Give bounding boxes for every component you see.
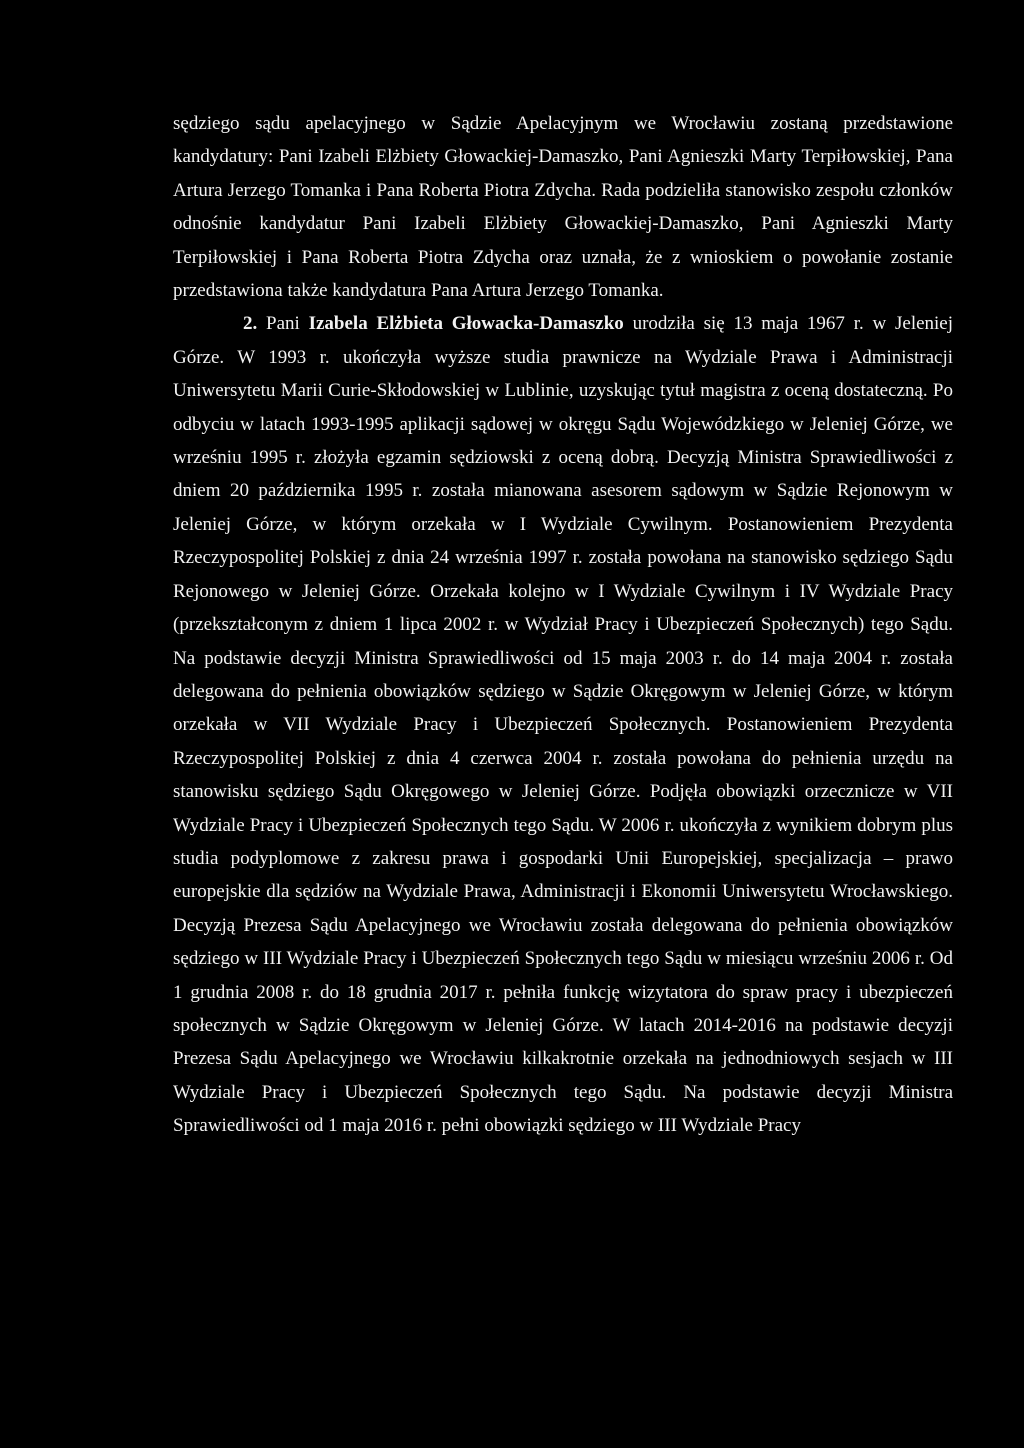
name-prefix: Pani (266, 313, 300, 335)
candidate-name: Izabela Elżbieta Głowacka-Damaszko (308, 313, 624, 335)
intro-paragraph: sędziego sądu apelacyjnego w Sądzie Apelacyjnym we Wrocławiu zostaną przedstawione kandydatury: Pani Izabeli Elżbiety Głowackiej-Damaszko, Pani Agnieszki Marty Terpiłowskiej, Pana Artura Jerzego Tomanka i Pana Roberta Piotra Zdycha. Rada podzieliła stanowisko zespołu członków odnośnie kandydatur Pani Izabeli Elżbiety Głowackiej-Damaszko, Pani Agnieszki Marty Terpiłowskiej i Pana Roberta Piotra Zdycha oraz uznała, że z wnioskiem o powołanie zostanie przedstawiona także kandydatura Pana Artura Jerzego Tomanka. (173, 113, 953, 302)
item-number: 2. (243, 313, 258, 335)
item-body: urodziła się 13 maja 1967 r. w Jeleniej Górze. W 1993 r. ukończyła wyższe studia prawnicze na Wydziale Prawa i Administracji Uniwersytetu Marii Curie-Skłodowskiej w Lublinie, uzyskując tytuł magistra z oceną dostateczną. Po odbyciu w latach 1993-1995 aplikacji sądowej w okręgu Sądu Wojewódzkiego w Jeleniej Górze, we wrześniu 1995 r. złożyła egzamin sędziowski z oceną dobrą. Decyzją Ministra Sprawiedliwości z dniem 20 października 1995 r. została mianowana asesorem sądowym w Sądzie Rejonowym w Jeleniej Górze, w którym orzekała w I Wydziale Cywilnym. Postanowieniem Prezydenta Rzeczypospolitej Polskiej z dnia 24 września 1997 r. została powołana na stanowisko sędziego Sądu Rejonowego w Jeleniej Górze. Orzekała kolejno w I Wydziale Cywilnym i IV Wydziale Pracy (przekształconym z dniem 1 lipca 2002 r. w Wydział Pracy i Ubezpieczeń Społecznych) tego Sądu. Na podstawie decyzji Ministra Sprawiedliwości od 15 maja 2003 r. do 14 maja 2004 r. została delegowana do pełnienia obowiązków sędziego w Sądzie Okręgowym w Jeleniej Górze, w którym orzekała w VII Wydziale Pracy i Ubezpieczeń Społecznych. Postanowieniem Prezydenta Rzeczypospolitej Polskiej z dnia 4 czerwca 2004 r. została powołana do pełnienia urzędu na stanowisku sędziego Sądu Okręgowego w Jeleniej Górze. Podjęła obowiązki orzecznicze w VII Wydziale Pracy i Ubezpieczeń Społecznych tego Sądu. W 2006 r. ukończyła z wynikiem dobrym plus studia podyplomowe z zakresu prawa i gospodarki Unii Europejskiej, specjalizacja – prawo europejskie dla sędziów na Wydziale Prawa, Administracji i Ekonomii Uniwersytetu Wrocławskiego. Decyzją Prezesa Sądu Apelacyjnego we Wrocławiu została delegowana do pełnienia obowiązków sędziego w III Wydziale Pracy i Ubezpieczeń Społecznych tego Sądu w miesiącu wrześniu 2006 r. Od 1 grudnia 2008 r. do 18 grudnia 2017 r. pełniła funkcję wizytatora do spraw pracy i ubezpieczeń społecznych w Sądzie Okręgowym w Jeleniej Górze. W latach 2014-2016 na podstawie decyzji Prezesa Sądu Apelacyjnego we Wrocławiu kilkakrotnie orzekała na jednodniowych sesjach w III Wydziale Pracy i Ubezpieczeń Społecznych tego Sądu. Na podstawie decyzji Ministra Sprawiedliwości od 1 maja 2016 r. pełni obowiązki sędziego w III Wydziale Pracy (173, 313, 954, 1137)
list-item-2 (173, 307, 953, 1142)
document-page (173, 107, 953, 1143)
